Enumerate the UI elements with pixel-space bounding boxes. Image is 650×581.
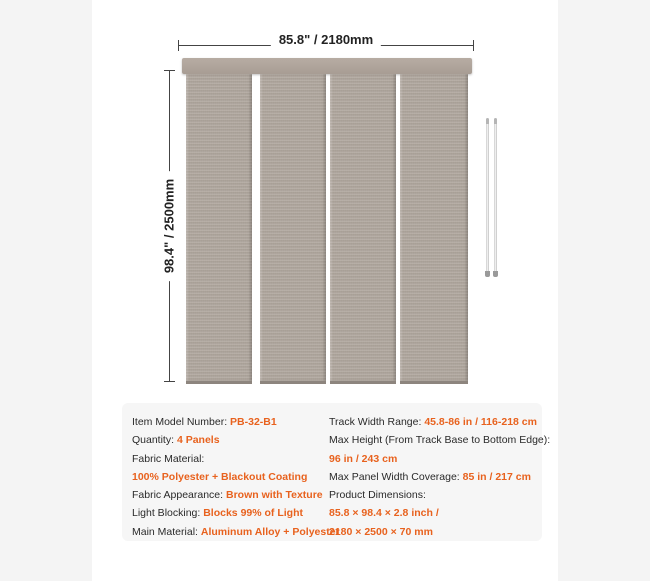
width-dimension-label: 85.8" / 2180mm bbox=[271, 32, 381, 47]
spec-row: Quantity: 4 Panels bbox=[132, 434, 220, 447]
spec-row: 96 in / 243 cm bbox=[329, 452, 398, 465]
panel-blind-illustration bbox=[182, 58, 472, 384]
blind-panel-2 bbox=[260, 74, 326, 381]
spec-row: 2180 × 2500 × 70 mm bbox=[329, 525, 433, 538]
control-wand-2 bbox=[494, 122, 497, 272]
spec-row: Fabric Material: bbox=[132, 452, 205, 465]
spec-row: 85.8 × 98.4 × 2.8 inch / bbox=[329, 507, 439, 520]
headrail-valance bbox=[182, 58, 472, 74]
blind-panel-4 bbox=[400, 74, 468, 381]
spec-row: Product Dimensions: bbox=[329, 489, 426, 502]
spec-row: Track Width Range: 45.8-86 in / 116-218 cm bbox=[329, 416, 537, 428]
blind-panel-3 bbox=[330, 74, 396, 381]
specifications-panel bbox=[122, 403, 551, 541]
spec-row: Light Blocking: Blocks 99% of Light bbox=[132, 507, 303, 520]
specs-right-column bbox=[329, 413, 550, 541]
height-dimension-label: 98.4" / 2500mm bbox=[162, 171, 177, 281]
spec-row: Fabric Appearance: Brown with Texture bbox=[132, 489, 323, 502]
specs-left-column bbox=[132, 413, 340, 541]
spec-row: 100% Polyester + Blackout Coating bbox=[132, 470, 308, 483]
width-dimension bbox=[178, 32, 474, 52]
blind-panel-1 bbox=[186, 74, 252, 381]
spec-row: Main Material: Aluminum Alloy + Polyester bbox=[132, 525, 340, 538]
spec-row: Item Model Number: PB-32-B1 bbox=[132, 416, 277, 428]
spec-row: Max Panel Width Coverage: 85 in / 217 cm bbox=[329, 470, 531, 483]
height-dimension bbox=[162, 70, 176, 382]
control-wand-1 bbox=[486, 122, 489, 272]
spec-row: Max Height (From Track Base to Bottom Edge): bbox=[329, 434, 551, 447]
